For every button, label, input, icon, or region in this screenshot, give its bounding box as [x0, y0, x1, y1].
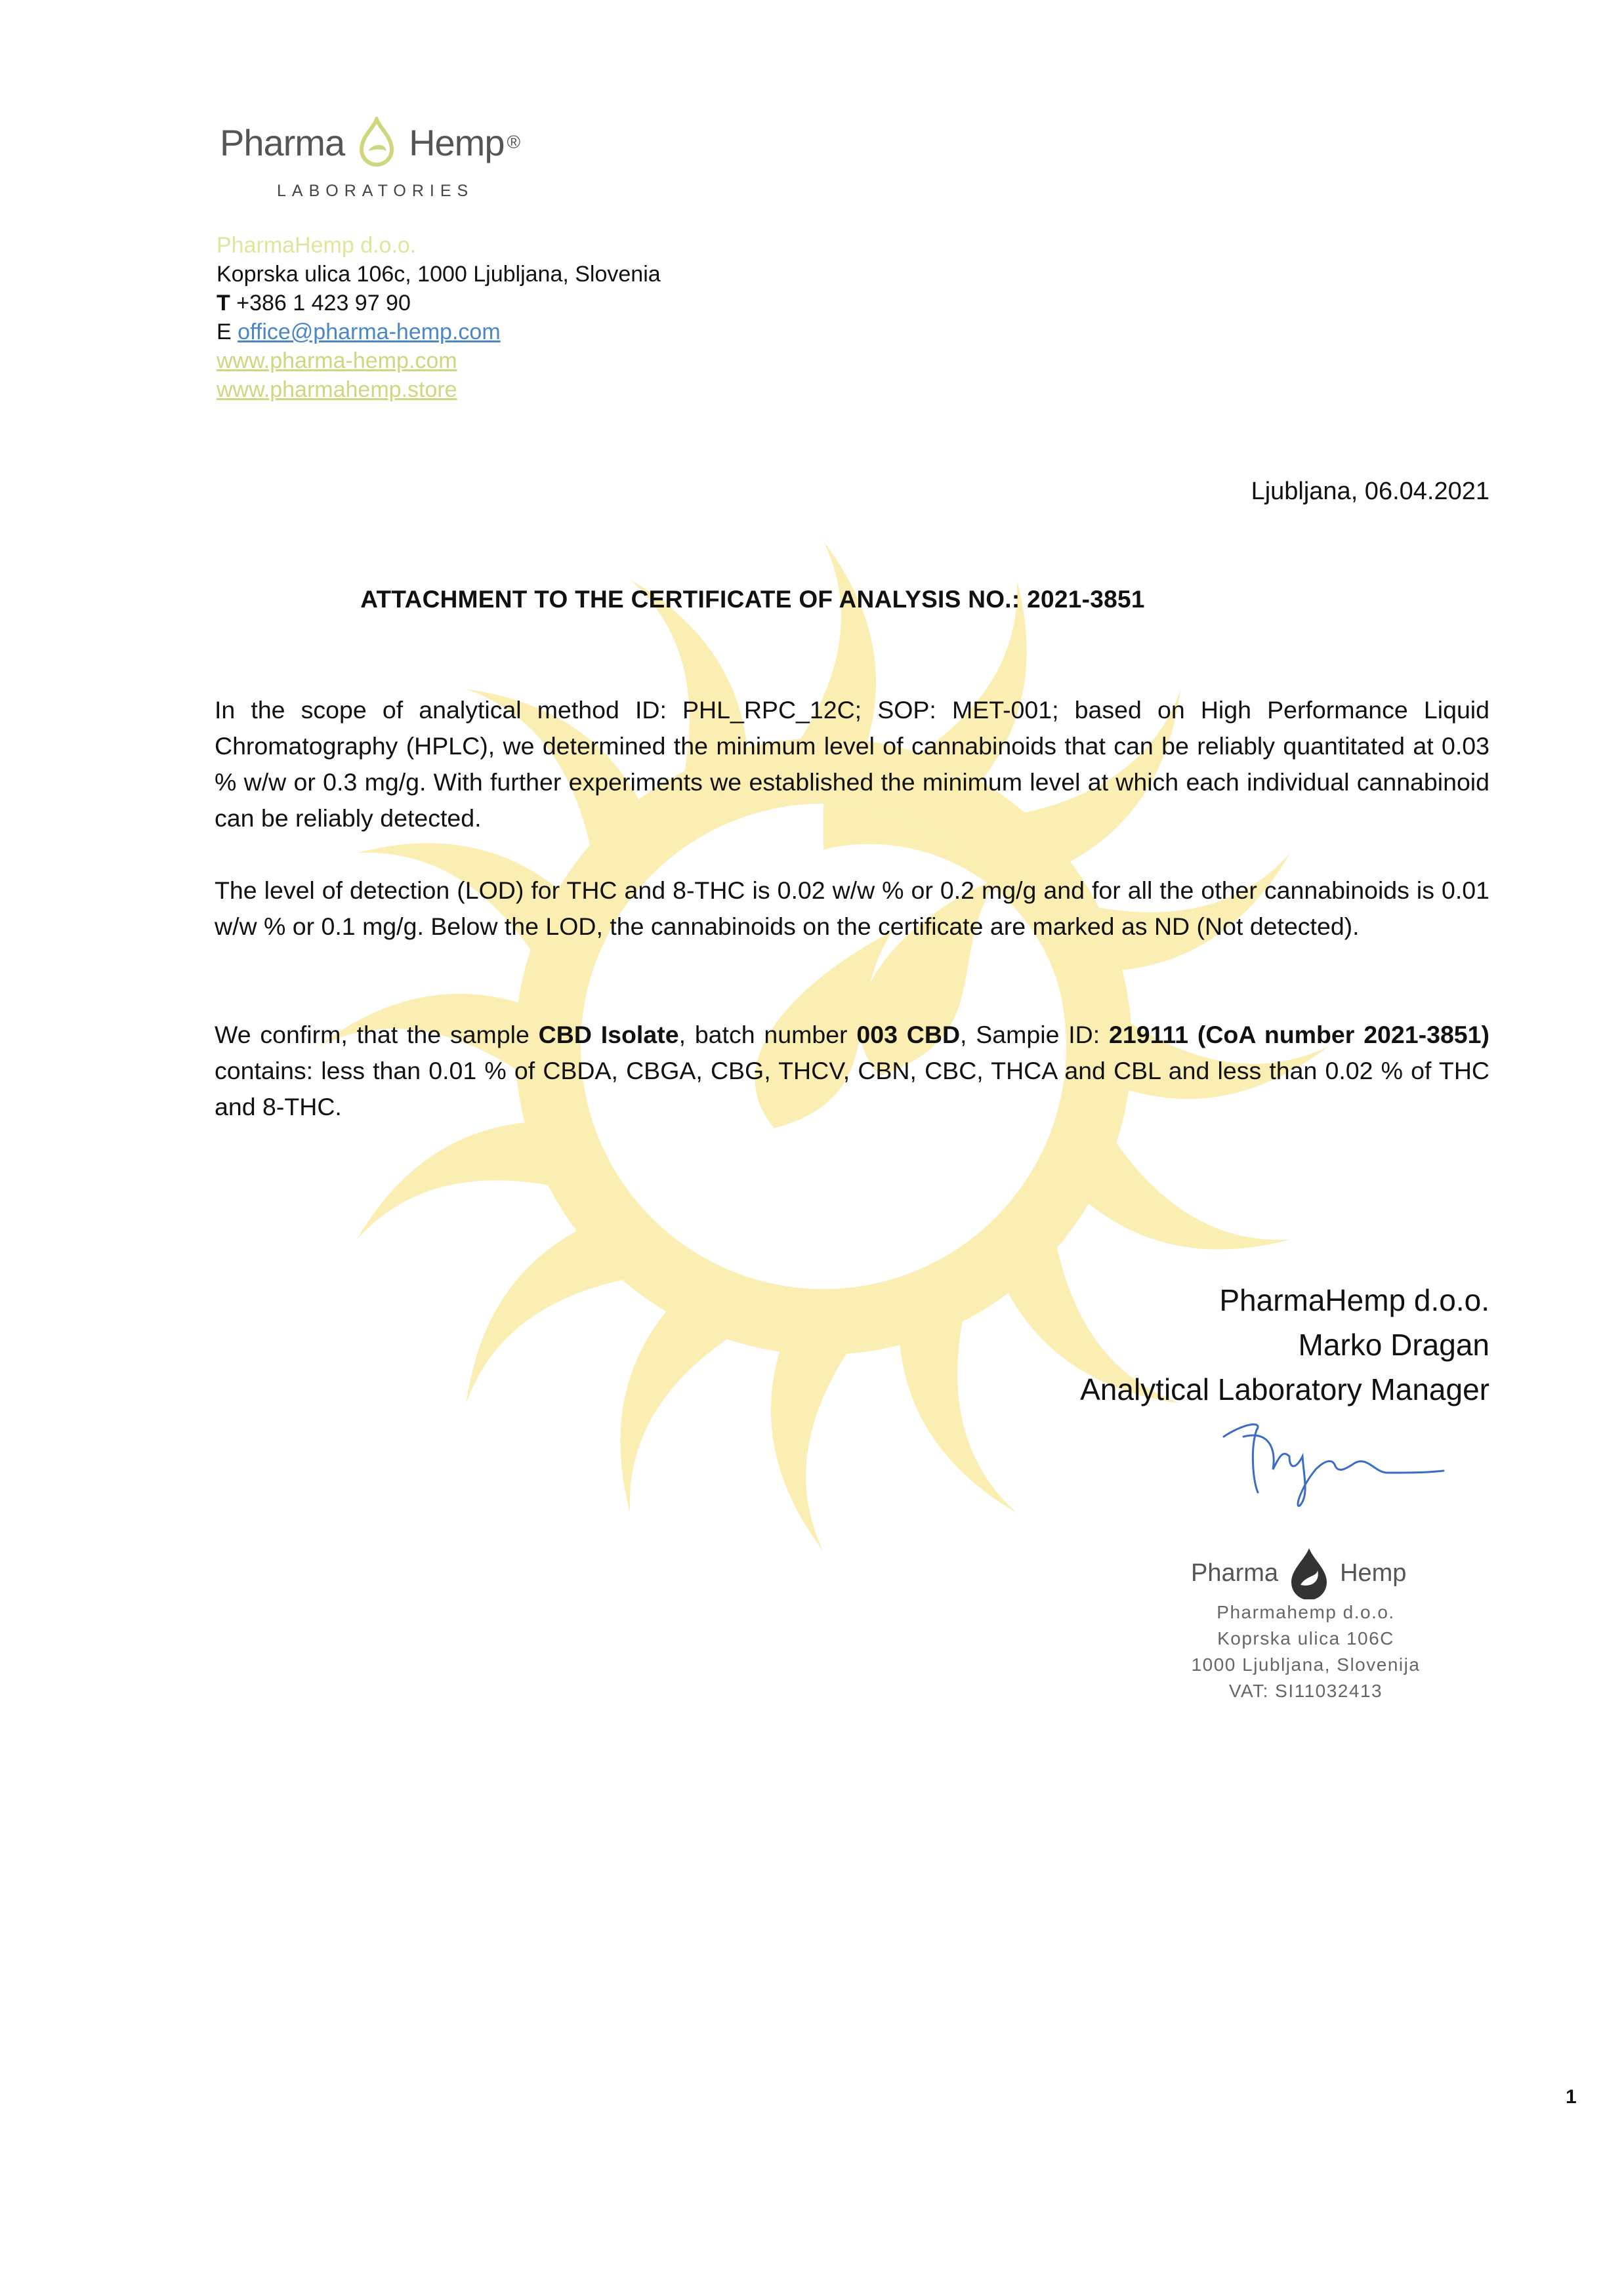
stamp-line-4: VAT: SI11032413 [1228, 1681, 1383, 1701]
phone-label: T [217, 291, 230, 316]
sun-ray [771, 1332, 861, 1551]
paragraph-lod: The level of detection (LOD) for THC and 8-THC is 0.02 w/w % or 0.2 mg/g and for all the other cannabinoids is 0.01 w/w % or 0.1 mg/g. Below the LOD, the cannabinoids on the certificate are marked as ND (Not detected). [215, 876, 1489, 940]
logo-word-pharma: Pharma [220, 121, 345, 163]
stamp-drop-icon [1286, 1547, 1332, 1599]
logo-word-hemp: Hemp [409, 121, 505, 163]
p3-text-3: , Sampie ID: [960, 1021, 1110, 1048]
stamp-word-pharma: Pharma [1191, 1559, 1279, 1587]
email-link[interactable]: office@pharma-hemp.com [238, 319, 501, 344]
logo-subtitle: LABORATORIES [277, 182, 474, 200]
website-link-1[interactable]: www.pharma-hemp.com [217, 348, 457, 373]
stamp-line-2: Koprska ulica 106C [1217, 1628, 1394, 1649]
batch-number: 003 CBD [856, 1021, 961, 1048]
stamp-word-hemp: Hemp [1340, 1559, 1407, 1587]
sample-name: CBD Isolate [538, 1021, 679, 1048]
handwritten-signature [1217, 1410, 1447, 1515]
paragraph-confirmation [215, 1017, 1489, 1125]
phone-line [217, 289, 661, 318]
email-line [217, 318, 661, 346]
leaf-drop-icon [354, 117, 400, 168]
paragraph-method: In the scope of analytical method ID: PHL_RPC_12C; SOP: MET-001; based on High Performance Liquid Chromatography (HPLC), we determined the minimum level of cannabinoids that can be reliably quantitated at 0.03 % w/w or 0.3 mg/g. With further experiments we established the minimum level at which each individual cannabinoid can be reliably detected. [215, 696, 1489, 832]
p3-text-4: contains: less than 0.01 % of CBDA, CBGA, CBG, THCV, CBN, CBC, THCA and CBL and less than 0.02 % of THC and 8-THC. [215, 1057, 1489, 1120]
signatory-role: Analytical Laboratory Manager [1080, 1372, 1489, 1406]
registered-mark: ® [507, 132, 520, 152]
stamp-text [1175, 1599, 1437, 1704]
page-number: 1 [1566, 2086, 1577, 2108]
signatory-block [1080, 1278, 1489, 1412]
sample-id: 219111 (CoA number 2021-3851) [1109, 1021, 1490, 1048]
company-logo [220, 117, 520, 168]
signatory-name: Marko Dragan [1298, 1328, 1489, 1362]
street-address: Koprska ulica 106c, 1000 Ljubljana, Slovenia [217, 262, 661, 287]
phone-number: +386 1 423 97 90 [236, 291, 411, 316]
stamp-logo [1191, 1547, 1406, 1599]
stamp-line-3: 1000 Ljubljana, Slovenija [1191, 1654, 1421, 1675]
signatory-company: PharmaHemp d.o.o. [1219, 1283, 1489, 1317]
document-title: ATTACHMENT TO THE CERTIFICATE OF ANALYSIS NO.: 2021-3851 [360, 586, 1145, 613]
p3-text-2: , batch number [678, 1021, 857, 1048]
place-date: Ljubljana, 06.04.2021 [1251, 478, 1489, 505]
company-name: PharmaHemp d.o.o. [217, 233, 417, 258]
letterhead-address-block [217, 231, 661, 404]
email-label: E [217, 319, 232, 344]
website-link-2[interactable]: www.pharmahemp.store [217, 377, 457, 402]
p3-text-1: We confirm, that the sample [215, 1021, 539, 1048]
stamp-line-1: Pharmahemp d.o.o. [1217, 1602, 1395, 1622]
